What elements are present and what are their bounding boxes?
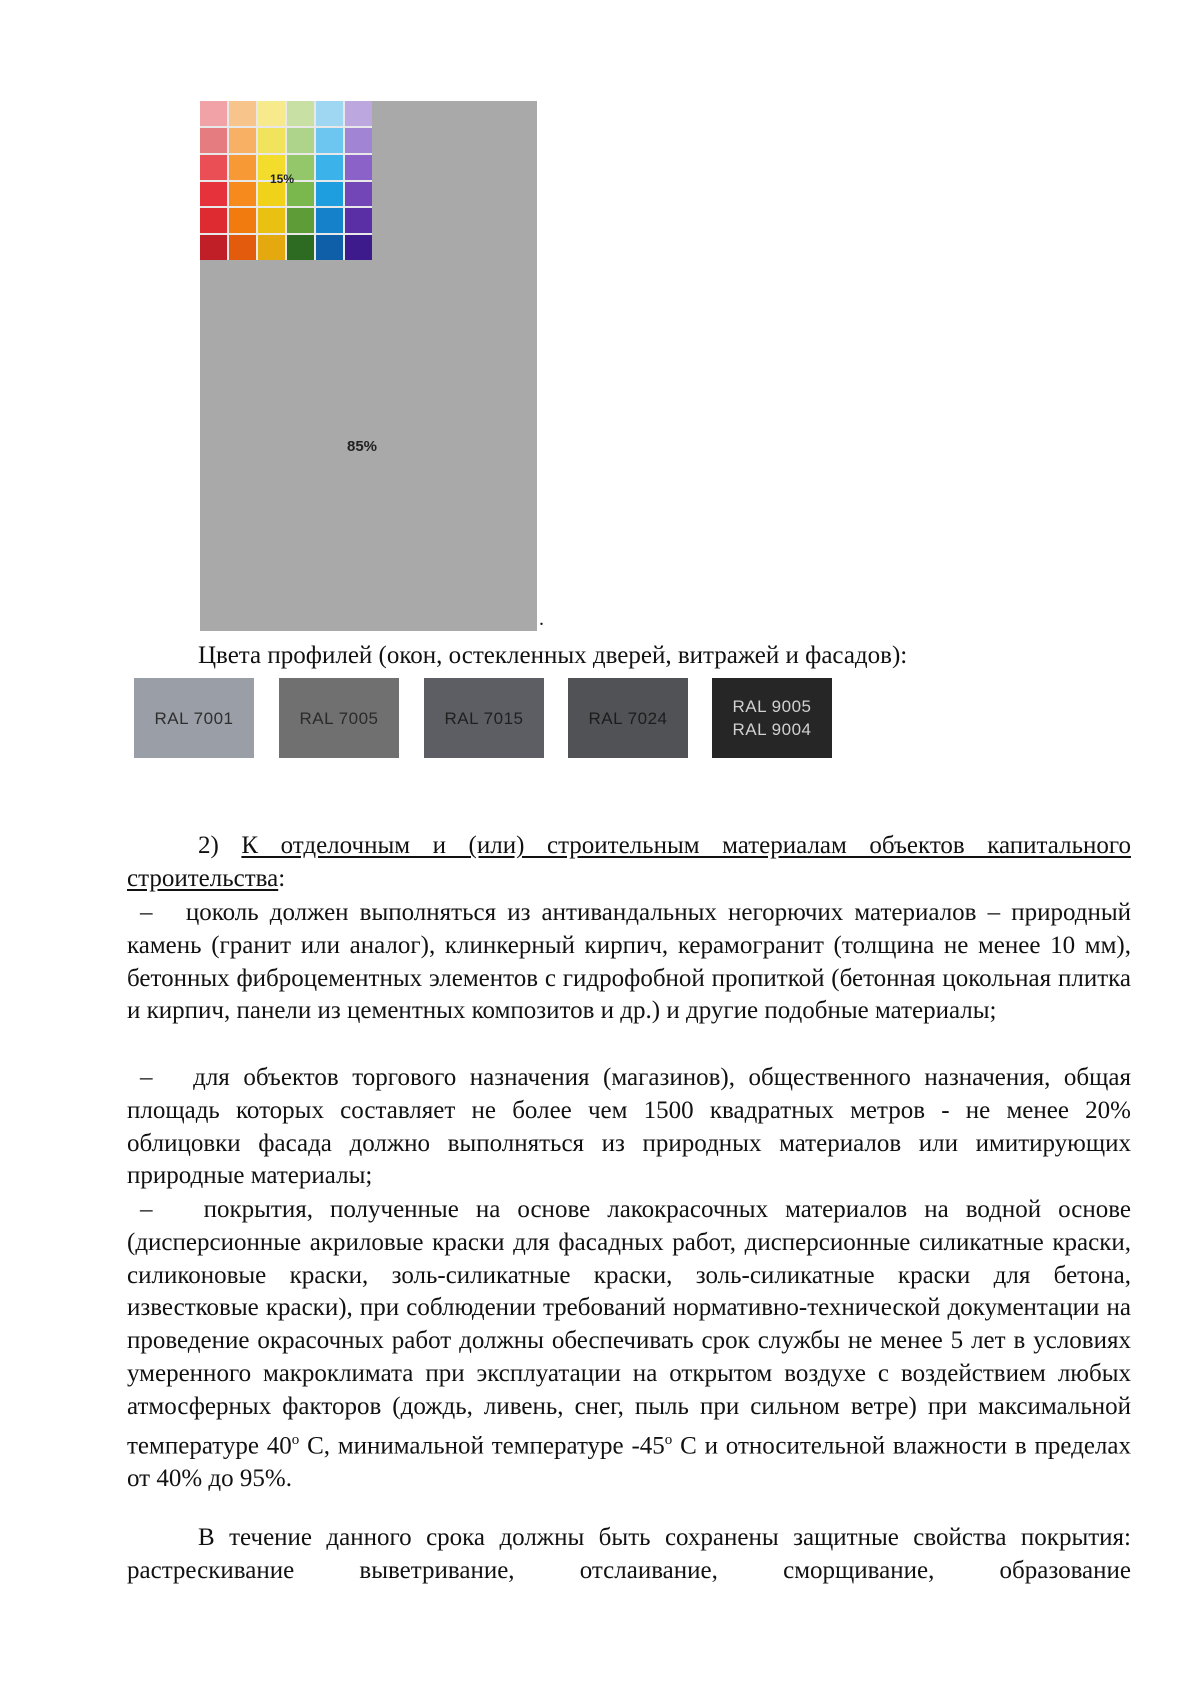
ral-swatch-row <box>134 678 834 758</box>
ral-swatch <box>134 678 254 758</box>
palette-cell <box>316 155 343 180</box>
ral-swatch <box>424 678 544 758</box>
color-proportion-diagram <box>200 101 537 631</box>
list-item-text: для объектов торгового назначения (магазинов), общественного назначения, общая площадь которых составляет не более чем 1500 квадратных метров - не менее 20% облицовки фасада должно выполняться из природных материалов или имитирующих природные материалы; <box>127 1064 1131 1190</box>
palette-cell <box>345 182 372 207</box>
list-item <box>127 1062 1131 1193</box>
list-item-text: С, минимальной температуре -45 <box>299 1431 665 1459</box>
degree-mark: o <box>291 1431 300 1448</box>
degree-mark: o <box>664 1431 673 1448</box>
palette-cell <box>229 155 256 180</box>
palette-cell <box>229 128 256 153</box>
swatch-label-line: RAL 7005 <box>299 708 379 728</box>
palette-cell <box>258 128 285 153</box>
ral-swatch <box>712 678 832 758</box>
palette-cell <box>345 208 372 233</box>
list-item-text: покрытия, полученные на основе лакокрасочных материалов на водной основе (дисперсионные акриловые краски для фасадных работ, дисперсионные силикатные краски, силиконовые краски, золь-силикатные краски, золь-силикатные краски для бетона, известковые краски), при соблюдении требований нормативно-технической документации на проведение окрасочных работ должны обеспечивать срок службы не менее 5 лет в условиях умеренного макроклимата при эксплуатации на открытом воздухе с воздействием любых атмосферных факторов (дождь, ливень, снег, пыль при сильном ветре) при максимальной температуре 40 <box>127 1196 1132 1459</box>
swatch-label-line: RAL 9005 <box>732 697 812 716</box>
list-item <box>127 1194 1131 1496</box>
palette-cell <box>316 235 343 260</box>
palette-cell <box>345 235 372 260</box>
dash-marker: – <box>140 1064 153 1091</box>
palette-cell <box>287 101 314 126</box>
palette-cell <box>200 101 227 126</box>
swatch-label-line: RAL 7024 <box>588 708 668 728</box>
palette-cell <box>200 128 227 153</box>
section-2-heading <box>127 830 1131 896</box>
palette-cell <box>229 208 256 233</box>
palette-cell <box>316 101 343 126</box>
profiles-heading: Цвета профилей (окон, остекленных дверей, витражей и фасадов): <box>198 642 908 669</box>
ral-swatch <box>568 678 688 758</box>
swatch-label-line: RAL 7001 <box>154 708 234 728</box>
palette-cell <box>316 208 343 233</box>
section-number: 2) <box>198 832 219 859</box>
palette-cell <box>200 155 227 180</box>
palette-cell <box>287 235 314 260</box>
swatch-label-line: RAL 7015 <box>444 708 524 728</box>
section-heading-colon: : <box>278 864 286 892</box>
palette-cell <box>200 182 227 207</box>
base-share-label: 85% <box>347 438 378 455</box>
palette-cell <box>287 128 314 153</box>
palette-cell <box>229 235 256 260</box>
ral-swatch <box>279 678 399 758</box>
palette-cell <box>345 128 372 153</box>
accent-share-label: 15% <box>270 172 295 186</box>
palette-cell <box>345 155 372 180</box>
dash-marker: – <box>140 899 153 926</box>
list-item-text: С и относительной влажности в пределах от 40% до 95%. <box>127 1431 1132 1492</box>
closing-paragraph: В течение данного срока должны быть сохранены защитные свойства покрытия: растрескивание выветривание, отслаивание, сморщивание, образование <box>127 1524 1131 1584</box>
palette-cell <box>229 182 256 207</box>
palette-cell <box>258 208 285 233</box>
palette-cell <box>345 101 372 126</box>
palette-cell <box>258 101 285 126</box>
trailing-period: . <box>539 608 544 630</box>
palette-cell <box>316 128 343 153</box>
list-item-text: цоколь должен выполняться из антивандальных негорючих материалов – природный камень (гранит или аналог), клинкерный кирпич, керамогранит (толщина не менее 10 мм), бетонных фиброцементных элементов с гидрофобной пропиткой (бетонная цокольная плитка и кирпич, панели из цементных композитов и др.) и другие подобные материалы; <box>127 899 1132 1025</box>
palette-cell <box>316 182 343 207</box>
palette-cell <box>287 208 314 233</box>
section-heading-text: К отделочным и (или) строительным материалам объектов капитального строительства <box>127 832 1131 892</box>
dash-marker: – <box>140 1196 153 1223</box>
palette-cell <box>200 208 227 233</box>
list-item <box>127 897 1131 1028</box>
swatch-label-line: RAL 9004 <box>732 720 812 739</box>
palette-cell <box>258 235 285 260</box>
palette-cell <box>229 101 256 126</box>
palette-cell <box>200 235 227 260</box>
